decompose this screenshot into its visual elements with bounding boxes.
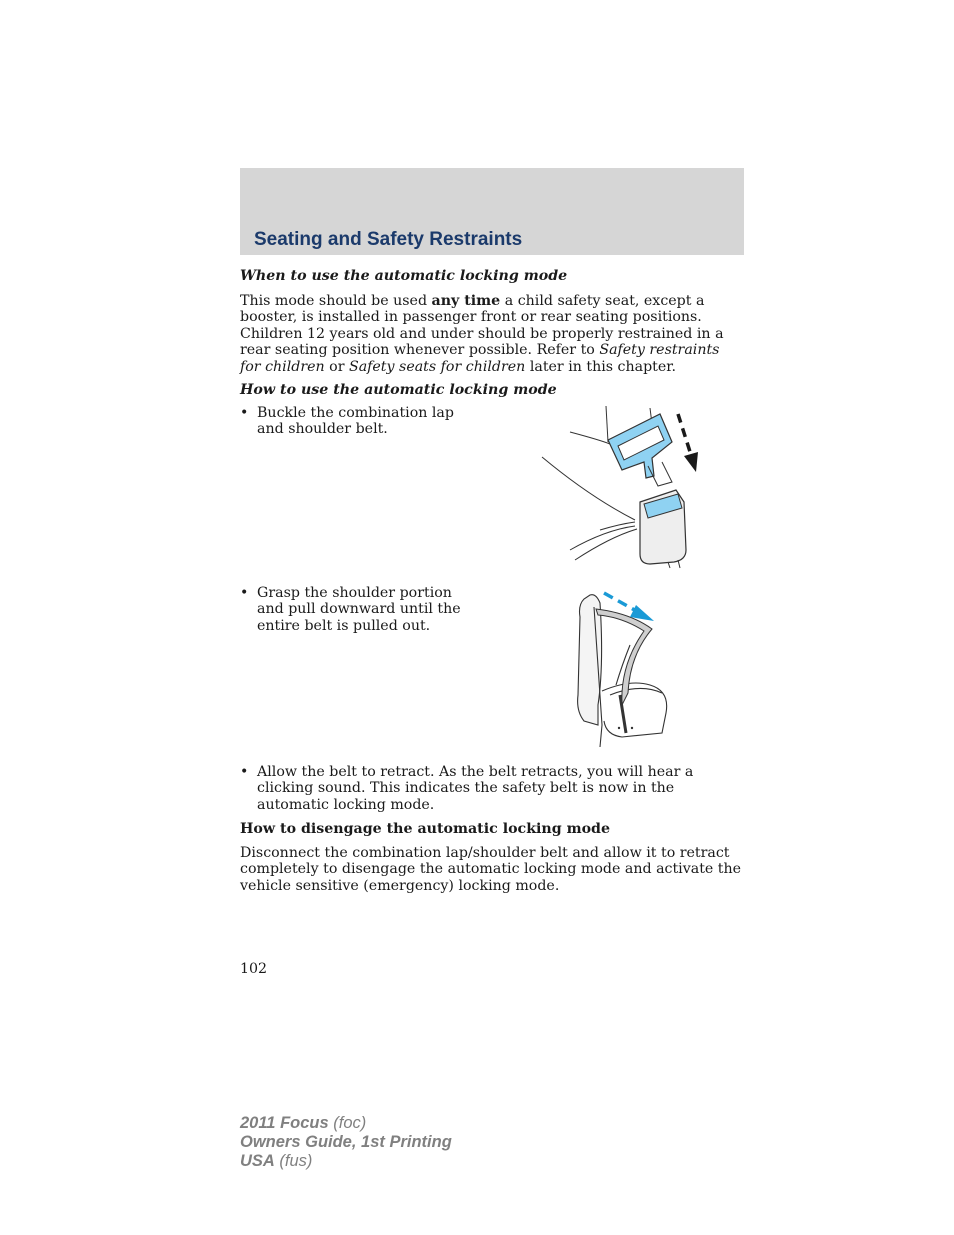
seat-belt-illustration <box>570 585 675 753</box>
cross-reference: Safety seats for children <box>348 358 526 375</box>
page-number: 102 <box>240 961 268 977</box>
footer-guide: Owners Guide, 1st Printing <box>240 1133 452 1151</box>
section-header-band <box>240 168 744 255</box>
section-title: Seating and Safety Restraints <box>254 229 523 250</box>
footer-imprint <box>240 1114 452 1171</box>
bullet-text: Buckle the combination lap and shoulder belt. <box>257 405 454 438</box>
buckle-illustration <box>540 402 710 570</box>
footer-line-1 <box>240 1114 452 1133</box>
bullet-text: Allow the belt to retract. As the belt retracts, you will hear a clicking sound. This indicates the safety belt is now in the automatic locking mode. <box>257 764 694 813</box>
subheading-disengage: How to disengage the automatic locking mode <box>240 821 611 837</box>
bullet-marker: • <box>240 764 249 780</box>
buckle-receiver-icon <box>640 490 686 568</box>
paragraph-when-to-use <box>240 293 744 375</box>
cross-reference: Safety restraints for children <box>240 342 720 375</box>
subheading-how-to-use: How to use the automatic locking mode <box>240 382 557 398</box>
text-run: a child safety seat, except a booster, is installed in passenger front or rear seating positions. Children 12 years old and under should be properly restrained in a rear seating position whenever possible. Refer to <box>240 293 724 359</box>
bullet-text: Grasp the shoulder portion and pull downward until the entire belt is pulled out. <box>257 585 461 634</box>
footer-line-3 <box>240 1152 452 1171</box>
footer-model: 2011 Focus <box>240 1114 329 1132</box>
text-run: or <box>324 358 349 375</box>
bold-text: any time <box>431 293 501 309</box>
footer-line-2 <box>240 1133 452 1152</box>
footer-market-code: (fus) <box>274 1152 313 1170</box>
downward-arrow-icon <box>678 414 698 472</box>
paragraph-disengage: Disconnect the combination lap/shoulder belt and allow it to retract completely to disengage the automatic locking mode and activate the vehicle sensitive (emergency) locking mode. <box>240 845 742 894</box>
footer-model-code: (foc) <box>328 1114 367 1132</box>
text-run: later in this chapter. <box>525 358 677 375</box>
bullet-marker: • <box>240 405 249 421</box>
subheading-when-to-use: When to use the automatic locking mode <box>240 268 568 284</box>
belt-tongue-icon <box>608 414 672 486</box>
text-run: This mode should be used <box>240 293 432 309</box>
bullet-marker: • <box>240 585 249 601</box>
footer-market: USA <box>240 1152 275 1170</box>
